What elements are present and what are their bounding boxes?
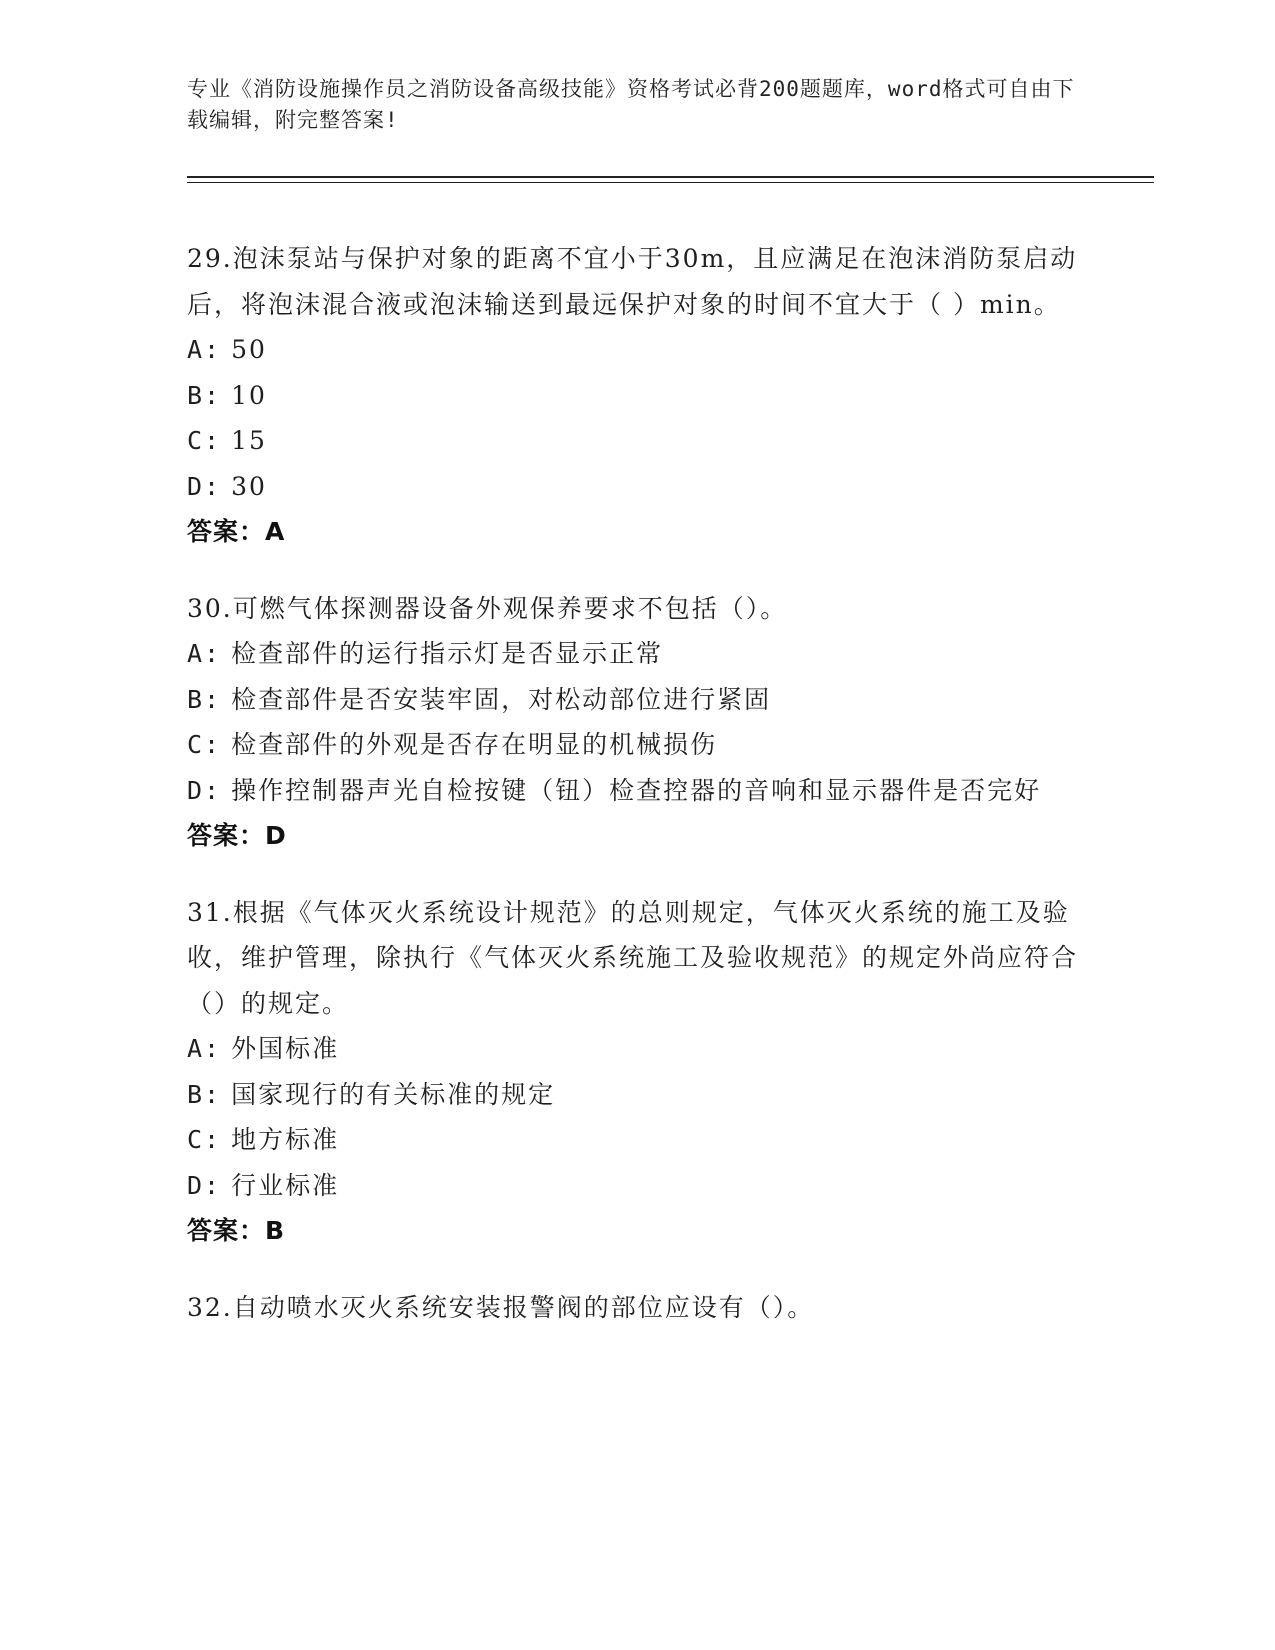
- option-b: [187, 1072, 1087, 1118]
- option-text: 国家现行的有关标准的规定: [231, 1079, 556, 1109]
- option-text: 检查部件的运行指示灯是否显示正常: [231, 639, 664, 668]
- option-label: B:: [187, 684, 222, 714]
- question-number: 31.: [187, 897, 233, 927]
- option-a: [187, 327, 1087, 373]
- header-divider-thick: [187, 176, 1154, 178]
- question-stem: [187, 236, 1087, 327]
- header-divider-thin: [187, 182, 1154, 183]
- option-a: [187, 1026, 1087, 1072]
- option-text: 50: [231, 335, 267, 364]
- question-stem: [187, 586, 1087, 632]
- answer-line: 答案：B: [187, 1216, 286, 1245]
- option-b: [187, 373, 1087, 419]
- option-text: 地方标准: [231, 1125, 340, 1154]
- question-list: [187, 236, 1087, 1361]
- option-label: C:: [187, 730, 222, 759]
- option-label: A:: [187, 639, 222, 668]
- option-text: 30: [231, 471, 267, 501]
- answer-line: 答案：A: [187, 517, 286, 546]
- option-c: [187, 722, 1087, 768]
- option-label: A:: [187, 1034, 222, 1063]
- option-text: 外国标准: [231, 1034, 340, 1063]
- question-30: [187, 586, 1087, 859]
- question-number: 32.: [187, 1292, 233, 1322]
- option-text: 10: [231, 380, 267, 410]
- question-text: 自动喷水灭火系统安装报警阀的部位应设有（）。: [232, 1292, 815, 1322]
- header-intro-text: 专业《消防设施操作员之消防设备高级技能》资格考试必背200题题库，word格式可自由下载编辑，附完整答案!: [187, 77, 1075, 132]
- option-label: A:: [187, 335, 222, 364]
- question-text: 泡沫泵站与保护对象的距离不宜小于30m，且应满足在泡沫消防泵启动后，将泡沫混合液或泡沫输送到最远保护对象的时间不宜大于（ ）min。: [187, 244, 1078, 319]
- question-stem: [187, 890, 1087, 1027]
- option-c: [187, 418, 1087, 464]
- question-number: 29.: [187, 244, 233, 273]
- option-d: [187, 464, 1087, 510]
- option-label: D:: [187, 775, 222, 805]
- option-text: 操作控制器声光自检按键（钮）检查控器的音响和显示器件是否完好: [231, 775, 1042, 805]
- option-text: 行业标准: [231, 1170, 340, 1200]
- question-stem: [187, 1285, 1087, 1331]
- option-d: [187, 1163, 1087, 1209]
- question-29: [187, 236, 1087, 555]
- question-text: 根据《气体灭火系统设计规范》的总则规定，气体灭火系统的施工及验收，维护管理，除执行《气体灭火系统施工及验收规范》的规定外尚应符合（）的规定。: [187, 897, 1079, 1018]
- answer-line: 答案：D: [187, 821, 287, 850]
- option-label: C:: [187, 426, 222, 455]
- option-b: [187, 677, 1087, 723]
- option-label: D:: [187, 1170, 222, 1200]
- option-c: [187, 1117, 1087, 1163]
- option-text: 检查部件是否安装牢固，对松动部位进行紧固: [231, 684, 772, 714]
- question-text: 可燃气体探测器设备外观保养要求不包括（）。: [232, 593, 788, 623]
- question-32: [187, 1285, 1087, 1331]
- option-label: C:: [187, 1125, 222, 1154]
- question-31: [187, 890, 1087, 1254]
- option-d: [187, 768, 1087, 814]
- question-number: 30.: [187, 593, 233, 623]
- document-header: [187, 74, 1087, 136]
- option-text: 15: [231, 426, 267, 455]
- option-label: D:: [187, 471, 222, 501]
- option-label: B:: [187, 1079, 222, 1109]
- option-label: B:: [187, 380, 222, 410]
- option-text: 检查部件的外观是否存在明显的机械损伤: [231, 730, 718, 759]
- option-a: [187, 631, 1087, 677]
